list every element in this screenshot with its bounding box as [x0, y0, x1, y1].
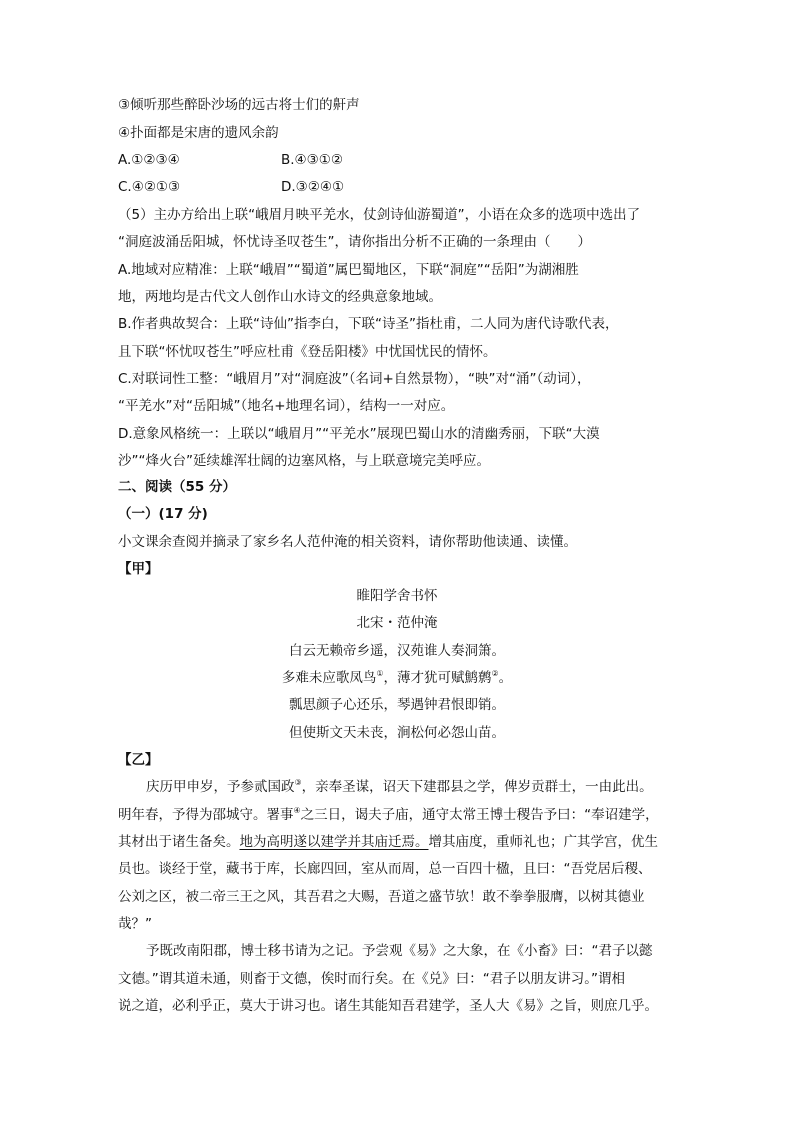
analysis-b-line-1: B.作者典故契合：上联“诗仙”指李白，下联“诗圣”指杜甫，二人同为唐代诗歌代表，: [118, 316, 619, 332]
option-item-4: ④扑面都是宋唐的遗风余韵: [118, 125, 279, 141]
option-item-3: ③倾听那些醉卧沙场的远古将士们的鼾声: [118, 97, 360, 113]
reading-intro: 小文课余查阅并摘录了家乡名人范仲淹的相关资料，请你帮助他读通、读懂。: [118, 534, 577, 550]
analysis-a-line-1: A.地域对应精准：上联“峨眉”“蜀道”属巴蜀地区，下联“洞庭”“岳阳”为湖湘胜: [118, 262, 579, 278]
prose-p1-line-2-a: 明年春，予得为邵城守。署事: [118, 807, 294, 823]
prose-p1-line-6: 哉？”: [118, 916, 152, 932]
question-5-line-1: （5）主办方给出上联“峨眉月映平羌水，仗剑诗仙游蜀道”，小语在众多的选项中选出了: [118, 207, 641, 223]
prose-p1-line-4: 员也。谈经于堂，藏书于库，长廊四回，室从而周，总一百四十楹，且曰：“吾党居后稷、: [118, 861, 652, 877]
poem-line-2-c: 。: [498, 670, 513, 686]
poem-author: 北宋・范仲淹: [356, 615, 438, 631]
question-5-line-2: “洞庭波涌岳阳城，怀忧诗圣叹苍生”，请你指出分析不正确的一条理由（ ）: [118, 234, 591, 250]
prose-p2-line-2: 文德。”谓其道未通，则畜于文德，俟时而行矣。在《兑》曰：“君子以朋友讲习。”谓相: [118, 971, 625, 987]
choice-d: D.③②④①: [281, 179, 345, 195]
analysis-c-line-1: C.对联词性工整：“峨眉月”对“洞庭波”（名词+自然景物），“映”对“涌”（动词），: [118, 371, 591, 387]
footnote-mark-3: ③: [294, 778, 302, 787]
footnote-mark-2: ②: [491, 669, 499, 678]
analysis-d-line-1: D.意象风格统一：上联以“峨眉月”“平羌水”展现巴蜀山水的清幽秀丽，下联“大漠: [118, 426, 600, 442]
analysis-a-line-2: 地，两地均是古代文人创作山水诗文的经典意象地域。: [118, 289, 442, 305]
poem-line-2-b: ，薄才犹可赋鹪鹩: [383, 670, 492, 686]
choice-b: B.④③①②: [281, 152, 343, 168]
poem-line-3: 瓢思颜子心还乐，琴遇钟君恨即销。: [289, 697, 505, 713]
poem-line-1: 白云无赖帝乡遥，汉苑谁人奏洞箫。: [289, 643, 505, 659]
prose-p1-line-1-a: 庆历甲申岁，予参贰国政: [146, 779, 295, 795]
section-heading: 二、阅读（55 分）: [118, 479, 236, 495]
prose-p1-line-3-b: 增其庙度，重师礼也；广其学宫，优生: [428, 834, 658, 850]
footnote-mark-1: ①: [376, 669, 384, 678]
analysis-b-line-2: 且下联“怀忧叹苍生”呼应杜甫《登岳阳楼》中忧国忧民的情怀。: [118, 344, 497, 360]
poem-line-4: 但使斯文天未丧，涧松何必怨山苗。: [289, 725, 505, 741]
label-jia: 【甲】: [118, 561, 159, 577]
choice-row-cd: [118, 178, 344, 196]
choice-c: C.④②①③: [118, 179, 181, 195]
underlined-sentence: 地为高明遂以建学并其庙迁焉。: [239, 834, 429, 850]
poem-line-2-a: 多难未应歌凤鸟: [281, 670, 377, 686]
part-heading: （一）(17 分): [118, 506, 208, 522]
prose-p1-line-3: [118, 833, 658, 851]
prose-p1-line-5: 公刘之区，被二帝三王之风，其吾君之大赐，吾道之盛节欤！敢不拳拳服膺，以树其德业: [118, 889, 645, 905]
prose-p1-line-2: [118, 806, 659, 824]
choice-row-ab: [118, 151, 343, 169]
analysis-d-line-2: 沙”“烽火台”延续雄浑壮阔的边塞风格，与上联意境完美呼应。: [118, 453, 490, 469]
analysis-c-line-2: “平羌水”对“岳阳城”（地名+地理名词），结构一一对应。: [118, 398, 455, 414]
label-yi: 【乙】: [118, 752, 159, 768]
poem-title: 睢阳学舍书怀: [356, 588, 438, 604]
footnote-mark-4: ④: [293, 806, 301, 815]
prose-p1-line-3-a: 其材出于诸生备矣。: [118, 834, 240, 850]
prose-p1-line-1-b: ，亲奉圣谋，诏天下建郡县之学，俾岁贡群士，一由此出。: [301, 779, 653, 795]
poem-line-2: [0, 669, 794, 687]
prose-p2-line-1: 予既改南阳郡，博士移书请为之记。予尝观《易》之大象，在《小畜》曰：“君子以懿: [146, 943, 653, 959]
choice-a: A.①②③④: [118, 152, 180, 168]
prose-p1-line-1: [146, 778, 653, 796]
prose-p2-line-3: 说之道，必利乎正，莫大于讲习也。诸生其能知吾君建学，圣人大《易》之旨，则庶几乎。: [118, 998, 658, 1014]
prose-p1-line-2-b: 之三日，谒夫子庙，通守太常王博士稷告予曰：“奉诏建学，: [300, 807, 659, 823]
